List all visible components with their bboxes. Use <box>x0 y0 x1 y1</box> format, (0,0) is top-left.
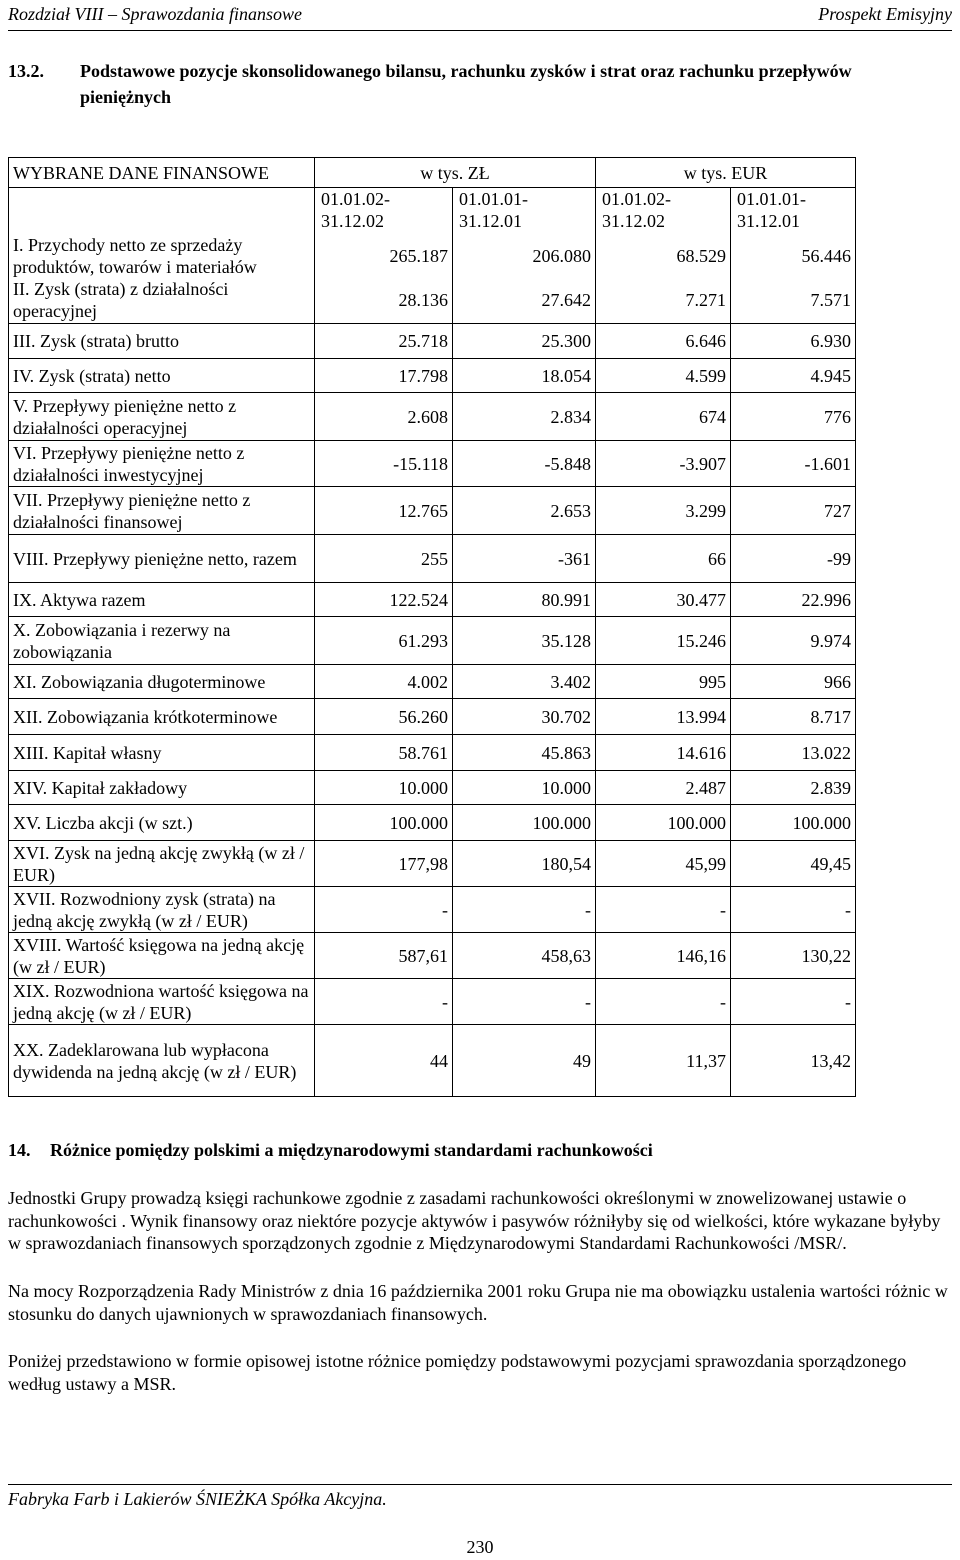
row-value: 122.524 <box>315 583 453 617</box>
row-value: - <box>315 979 453 1025</box>
row-value: 146,16 <box>596 933 731 979</box>
row-value: 13,42 <box>731 1025 856 1097</box>
row-label: VI. Przepływy pieniężne netto z działalności inwestycyjnej <box>9 441 315 487</box>
row-label: XVIII. Wartość księgowa na jedną akcję (w zł / EUR) <box>9 933 315 979</box>
row-value: 14.616 <box>596 735 731 771</box>
row-value: 80.991 <box>453 583 596 617</box>
table-row <box>9 617 856 665</box>
table-row <box>9 771 856 805</box>
table-row <box>9 359 856 393</box>
table-row <box>9 583 856 617</box>
page-header <box>8 2 952 31</box>
row-label: XVII. Rozwodniony zysk (strata) na jedną akcję zwykłą (w zł / EUR) <box>9 887 315 933</box>
row-value: 2.608 <box>315 393 453 441</box>
table-row <box>9 699 856 735</box>
row-value: 17.798 <box>315 359 453 393</box>
table-row <box>9 735 856 771</box>
row-value: 966 <box>731 665 856 699</box>
currency-eur-header: w tys. EUR <box>596 158 856 188</box>
table-row <box>9 535 856 583</box>
row-value: 56.260 <box>315 699 453 735</box>
row-label: IV. Zysk (strata) netto <box>9 359 315 393</box>
row-value: 10.000 <box>453 771 596 805</box>
paragraph-accounting-basis: Jednostki Grupy prowadzą księgi rachunkowe zgodnie z zasadami rachunkowości określonymi w znowelizowanej ustawie o rachunkowości . Wynik finansowy oraz niektóre pozycje aktywów i pasywów różniłyby się od wielkości, które wykazane byłyby w sprawozdaniach finansowych sporządzonych zgodnie z Międzynarodowymi Standardami Rachunkowości /MSR/. <box>8 1188 941 1253</box>
row-value: 2.653 <box>453 487 596 535</box>
row-value: 68.529 <box>596 234 731 278</box>
currency-pln-header: w tys. ZŁ <box>315 158 596 188</box>
row-value: 7.571 <box>731 278 856 324</box>
period-header-row <box>9 188 856 234</box>
row-value: 9.974 <box>731 617 856 665</box>
row-value: 4.002 <box>315 665 453 699</box>
row-value: 180,54 <box>453 841 596 887</box>
row-value: 4.599 <box>596 359 731 393</box>
row-value: 56.446 <box>731 234 856 278</box>
row-value: 177,98 <box>315 841 453 887</box>
row-label: X. Zobowiązania i rezerwy na zobowiązania <box>9 617 315 665</box>
row-value: 255 <box>315 535 453 583</box>
row-value: 45.863 <box>453 735 596 771</box>
row-label: III. Zysk (strata) brutto <box>9 324 315 359</box>
row-label: II. Zysk (strata) z działalności operacyjnej <box>9 278 315 324</box>
row-value: 727 <box>731 487 856 535</box>
table-row <box>9 234 856 278</box>
row-value: 100.000 <box>731 805 856 841</box>
row-value: 4.945 <box>731 359 856 393</box>
page-footer <box>8 1484 952 1510</box>
row-value: 100.000 <box>315 805 453 841</box>
table-row <box>9 665 856 699</box>
row-value: - <box>596 887 731 933</box>
row-value: 58.761 <box>315 735 453 771</box>
section-heading <box>8 58 930 110</box>
row-value: 44 <box>315 1025 453 1097</box>
row-value: 206.080 <box>453 234 596 278</box>
period-header: 01.01.01- 31.12.01 <box>731 188 856 234</box>
header-chapter: Rozdział VIII – Sprawozdania finansowe <box>8 4 303 24</box>
row-value: -5.848 <box>453 441 596 487</box>
row-value: 100.000 <box>596 805 731 841</box>
row-label: VII. Przepływy pieniężne netto z działalności finansowej <box>9 487 315 535</box>
row-value: 13.994 <box>596 699 731 735</box>
row-value: -3.907 <box>596 441 731 487</box>
row-label: XV. Liczba akcji (w szt.) <box>9 805 315 841</box>
paragraph-regulation: Na mocy Rozporządzenia Rady Ministrów z dnia 16 października 2001 roku Grupa nie ma obowiązku ustalenia wartości różnic w stosunku do danych ujawnionych w sprawozdaniach finansowych. <box>8 1281 948 1324</box>
section-14-heading <box>8 1140 952 1161</box>
header-document: Prospekt Emisyjny <box>818 4 952 24</box>
row-value: 45,99 <box>596 841 731 887</box>
row-value: 49,45 <box>731 841 856 887</box>
table-row <box>9 805 856 841</box>
row-value: 30.477 <box>596 583 731 617</box>
paragraph-differences-intro: Poniżej przedstawiono w formie opisowej istotne różnice pomiędzy podstawowymi pozycjami sprawozdania sporządzonego według ustawy a MSR. <box>8 1351 907 1394</box>
period-header: 01.01.02- 31.12.02 <box>596 188 731 234</box>
table-title: WYBRANE DANE FINANSOWE <box>9 158 315 188</box>
row-label: XI. Zobowiązania długoterminowe <box>9 665 315 699</box>
row-value: - <box>315 887 453 933</box>
row-label: I. Przychody netto ze sprzedaży produktów, towarów i materiałów <box>9 234 315 278</box>
row-value: 2.839 <box>731 771 856 805</box>
row-label: XX. Zadeklarowana lub wypłacona dywidenda na jedną akcję (w zł / EUR) <box>9 1025 315 1097</box>
table-row <box>9 933 856 979</box>
row-label: XII. Zobowiązania krótkoterminowe <box>9 699 315 735</box>
row-value: -15.118 <box>315 441 453 487</box>
row-value: - <box>596 979 731 1025</box>
section-14-number: 14. <box>8 1140 31 1160</box>
row-value: 25.300 <box>453 324 596 359</box>
row-value: 61.293 <box>315 617 453 665</box>
row-value: -361 <box>453 535 596 583</box>
row-label: XIII. Kapitał własny <box>9 735 315 771</box>
table-row <box>9 487 856 535</box>
row-value: 674 <box>596 393 731 441</box>
table-row <box>9 324 856 359</box>
row-value: - <box>453 887 596 933</box>
row-value: 35.128 <box>453 617 596 665</box>
row-value: 100.000 <box>453 805 596 841</box>
row-value: -99 <box>731 535 856 583</box>
period-header: 01.01.02- 31.12.02 <box>315 188 453 234</box>
period-header-blank <box>9 188 315 234</box>
row-label: V. Przepływy pieniężne netto z działalności operacyjnej <box>9 393 315 441</box>
section-title: Podstawowe pozycje skonsolidowanego bilansu, rachunku zysków i strat oraz rachunku przepływów pieniężnych <box>80 61 852 107</box>
row-label: XIX. Rozwodniona wartość księgowa na jedną akcję (w zł / EUR) <box>9 979 315 1025</box>
row-value: 995 <box>596 665 731 699</box>
period-header: 01.01.01- 31.12.01 <box>453 188 596 234</box>
section-number: 13.2. <box>8 61 44 81</box>
table-row <box>9 393 856 441</box>
row-label: XVI. Zysk na jedną akcję zwykłą (w zł / EUR) <box>9 841 315 887</box>
row-value: 776 <box>731 393 856 441</box>
table-row <box>9 278 856 324</box>
row-value: 2.834 <box>453 393 596 441</box>
row-value: 265.187 <box>315 234 453 278</box>
row-value: 12.765 <box>315 487 453 535</box>
row-value: -1.601 <box>731 441 856 487</box>
table-header-row <box>9 158 856 188</box>
row-value: 11,37 <box>596 1025 731 1097</box>
row-value: 15.246 <box>596 617 731 665</box>
row-value: 8.717 <box>731 699 856 735</box>
row-value: 3.402 <box>453 665 596 699</box>
financial-data-table <box>8 157 856 1097</box>
row-value: 458,63 <box>453 933 596 979</box>
section-14-title: Różnice pomiędzy polskimi a międzynarodowymi standardami rachunkowości <box>50 1140 653 1160</box>
footer-company: Fabryka Farb i Lakierów ŚNIEŻKA Spółka Akcyjna. <box>8 1489 387 1509</box>
row-value: 66 <box>596 535 731 583</box>
row-value: 25.718 <box>315 324 453 359</box>
row-value: 18.054 <box>453 359 596 393</box>
row-value: 587,61 <box>315 933 453 979</box>
row-value: 130,22 <box>731 933 856 979</box>
row-value: 28.136 <box>315 278 453 324</box>
table-row <box>9 441 856 487</box>
row-value: 27.642 <box>453 278 596 324</box>
row-value: 22.996 <box>731 583 856 617</box>
table-row <box>9 979 856 1025</box>
row-label: IX. Aktywa razem <box>9 583 315 617</box>
row-value: 49 <box>453 1025 596 1097</box>
row-value: - <box>731 887 856 933</box>
row-value: 30.702 <box>453 699 596 735</box>
table-row <box>9 841 856 887</box>
row-label: XIV. Kapitał zakładowy <box>9 771 315 805</box>
row-value: 3.299 <box>596 487 731 535</box>
table-row <box>9 887 856 933</box>
row-value: 13.022 <box>731 735 856 771</box>
page-number: 230 <box>466 1537 494 1557</box>
row-value: - <box>453 979 596 1025</box>
row-label: VIII. Przepływy pieniężne netto, razem <box>9 535 315 583</box>
row-value: 2.487 <box>596 771 731 805</box>
row-value: 6.930 <box>731 324 856 359</box>
row-value: - <box>731 979 856 1025</box>
row-value: 6.646 <box>596 324 731 359</box>
row-value: 10.000 <box>315 771 453 805</box>
row-value: 7.271 <box>596 278 731 324</box>
table-row <box>9 1025 856 1097</box>
